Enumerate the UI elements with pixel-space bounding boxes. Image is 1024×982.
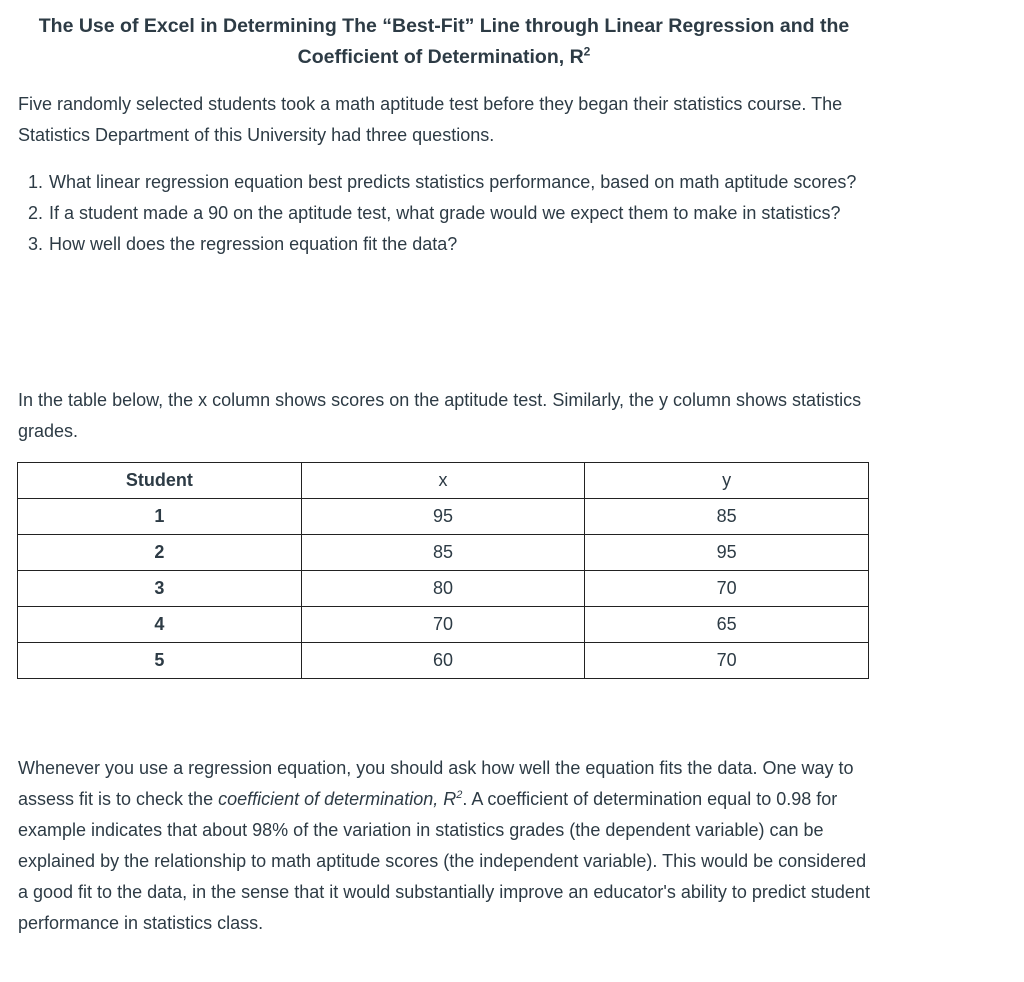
table-row: [18, 571, 869, 607]
x-cell: 85: [301, 535, 585, 571]
column-header-y: y: [585, 463, 869, 499]
fit-text-part-2: . A coefficient of determination equal to 0.98 for example indicates that about 98% of the variation in statistics grades (the dependent variable) can be explained by the relationship to math aptitude scores (the independent variable). This would be considered a good fit to the data, in the sense that it would substantially improve an educator's ability to predict student performance in statistics class.: [18, 789, 870, 933]
x-cell: 95: [301, 499, 585, 535]
question-number: 3.: [28, 234, 44, 254]
column-header-x: x: [301, 463, 585, 499]
question-text: How well does the regression equation fit the data?: [49, 234, 458, 254]
data-table: [17, 462, 869, 679]
fit-emphasis-text: coefficient of determination, R: [218, 789, 457, 809]
table-row: [18, 535, 869, 571]
question-item: [18, 198, 870, 229]
table-row: [18, 643, 869, 679]
y-cell: 70: [585, 571, 869, 607]
fit-emphasis-superscript: 2: [456, 789, 463, 801]
column-header-student: Student: [18, 463, 302, 499]
title-text: Coefficient of Determination, R: [297, 46, 584, 68]
x-cell: 70: [301, 607, 585, 643]
question-text: If a student made a 90 on the aptitude test, what grade would we expect them to make in statistics?: [49, 203, 841, 223]
student-cell: 2: [18, 535, 302, 571]
y-cell: 65: [585, 607, 869, 643]
table-row: [18, 499, 869, 535]
question-item: [18, 167, 870, 198]
table-header-row: [18, 463, 869, 499]
x-cell: 60: [301, 643, 585, 679]
question-number: 2.: [28, 203, 44, 223]
question-item: [18, 229, 870, 260]
student-cell: 1: [18, 499, 302, 535]
fit-text-part-1: Whenever you use a regression equation, you should ask how well the equation fits the data. One way to assess fit is to check the: [18, 758, 854, 809]
student-cell: 4: [18, 607, 302, 643]
questions-list: [18, 167, 870, 260]
table-row: [18, 607, 869, 643]
page-title-line-2: [18, 42, 870, 73]
fit-paragraph: [18, 753, 870, 939]
title-superscript: 2: [583, 44, 591, 59]
y-cell: 85: [585, 499, 869, 535]
intro-paragraph: Five randomly selected students took a math aptitude test before they began their statistics course. The Statistics Department of this University had three questions.: [18, 94, 843, 145]
table-intro-paragraph: In the table below, the x column shows scores on the aptitude test. Similarly, the y column shows statistics grades.: [18, 390, 862, 441]
question-number: 1.: [28, 172, 44, 192]
student-cell: 3: [18, 571, 302, 607]
y-cell: 95: [585, 535, 869, 571]
page-title-line-1: The Use of Excel in Determining The “Best-Fit” Line through Linear Regression and the: [38, 15, 850, 37]
student-cell: 5: [18, 643, 302, 679]
x-cell: 80: [301, 571, 585, 607]
question-text: What linear regression equation best predicts statistics performance, based on math aptitude scores?: [49, 172, 857, 192]
y-cell: 70: [585, 643, 869, 679]
fit-emphasis: [218, 789, 462, 809]
